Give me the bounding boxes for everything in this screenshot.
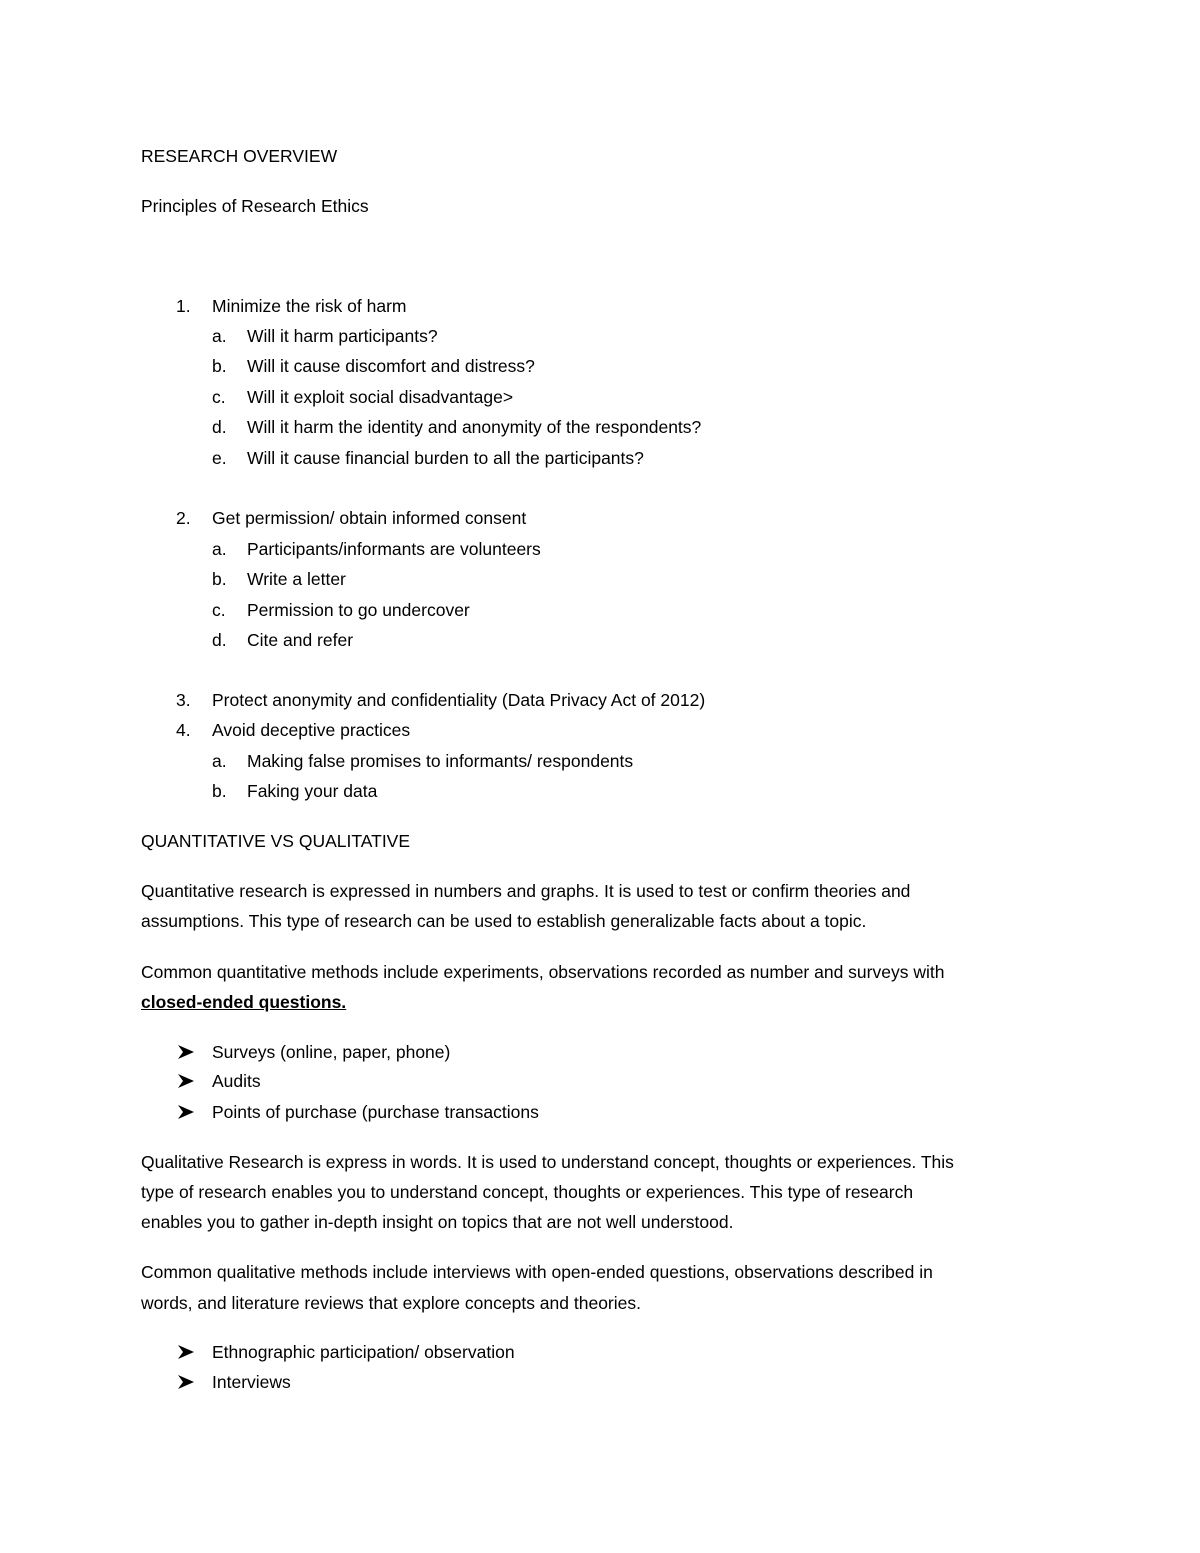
sub-item-marker: a.	[212, 539, 227, 559]
principle-item: Avoid deceptive practices	[212, 720, 411, 740]
sub-item: Participants/informants are volunteers	[247, 539, 541, 559]
bullet-item: Interviews	[212, 1372, 291, 1392]
bullet-item: Surveys (online, paper, phone)	[212, 1042, 451, 1062]
arrow-bullet-icon	[176, 1342, 198, 1362]
paragraph-line: type of research enables you to understand concept, thoughts or experiences. This type of research	[141, 1182, 914, 1202]
sub-item-marker: a.	[212, 326, 227, 346]
sub-item: Will it harm the identity and anonymity of the respondents?	[247, 417, 702, 437]
sub-item-marker: d.	[212, 630, 227, 650]
principle-item: Protect anonymity and confidentiality (Data Privacy Act of 2012)	[212, 690, 706, 710]
emphasized-text: closed-ended questions.	[141, 992, 347, 1012]
sub-item-marker: e.	[212, 448, 227, 468]
arrow-bullet-icon	[176, 1071, 198, 1091]
bullet-item: Points of purchase (purchase transactions	[212, 1102, 539, 1122]
principle-number: 3.	[176, 690, 191, 710]
paragraph-line: Common quantitative methods include experiments, observations recorded as number and surveys with	[141, 962, 945, 982]
sub-item-marker: c.	[212, 600, 226, 620]
paragraph-line: Quantitative research is expressed in numbers and graphs. It is used to test or confirm theories and	[141, 881, 911, 901]
paragraph-line: words, and literature reviews that explore concepts and theories.	[141, 1293, 641, 1313]
arrow-bullet-icon	[176, 1102, 198, 1122]
bullet-item: Audits	[212, 1071, 261, 1091]
sub-item: Cite and refer	[247, 630, 354, 650]
document-title: RESEARCH OVERVIEW	[141, 146, 338, 166]
sub-item-marker: d.	[212, 417, 227, 437]
paragraph-line: assumptions. This type of research can be used to establish generalizable facts about a topic.	[141, 911, 867, 931]
sub-item: Will it cause financial burden to all the participants?	[247, 448, 644, 468]
sub-item: Write a letter	[247, 569, 346, 589]
paragraph-line: enables you to gather in-depth insight on topics that are not well understood.	[141, 1212, 734, 1232]
arrow-bullet-icon	[176, 1372, 198, 1392]
document-subtitle: Principles of Research Ethics	[141, 196, 369, 216]
principle-item: Get permission/ obtain informed consent	[212, 508, 527, 528]
principle-number: 2.	[176, 508, 191, 528]
sub-item-marker: c.	[212, 387, 226, 407]
sub-item-marker: b.	[212, 356, 227, 376]
principle-number: 1.	[176, 296, 191, 316]
sub-item: Will it cause discomfort and distress?	[247, 356, 535, 376]
sub-item: Making false promises to informants/ respondents	[247, 751, 634, 771]
paragraph-line: Common qualitative methods include interviews with open-ended questions, observations described in	[141, 1262, 933, 1282]
sub-item: Faking your data	[247, 781, 378, 801]
sub-item-marker: b.	[212, 569, 227, 589]
sub-item-marker: a.	[212, 751, 227, 771]
sub-item-marker: b.	[212, 781, 227, 801]
principle-number: 4.	[176, 720, 191, 740]
section-heading: QUANTITATIVE VS QUALITATIVE	[141, 831, 411, 851]
bullet-item: Ethnographic participation/ observation	[212, 1342, 515, 1362]
paragraph-line: Qualitative Research is express in words. It is used to understand concept, thoughts or experiences. This	[141, 1152, 954, 1172]
arrow-bullet-icon	[176, 1042, 198, 1062]
principle-item: Minimize the risk of harm	[212, 296, 407, 316]
sub-item: Will it exploit social disadvantage>	[247, 387, 514, 407]
sub-item: Will it harm participants?	[247, 326, 438, 346]
sub-item: Permission to go undercover	[247, 600, 470, 620]
